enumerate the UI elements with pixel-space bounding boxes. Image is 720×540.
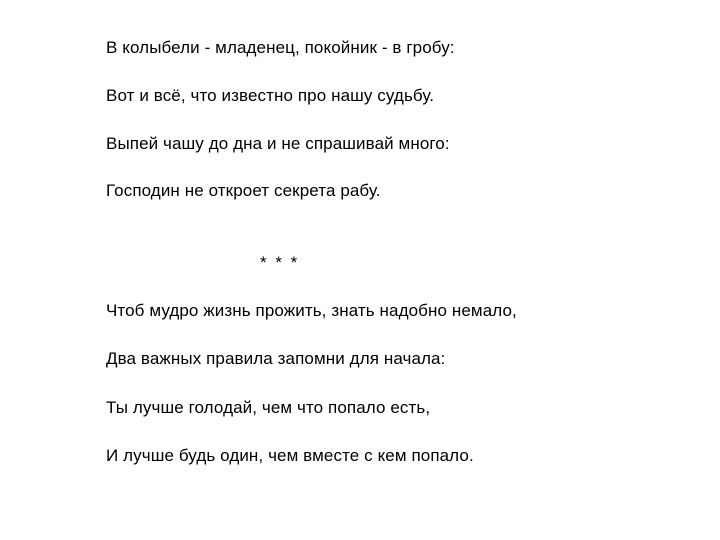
poem-line: Ты лучше голодай, чем что попало есть,	[106, 398, 431, 417]
poem-line: Господин не откроет секрета рабу.	[106, 181, 381, 200]
stanza-separator: * * *	[260, 253, 298, 272]
poem-line: Два важных правила запомни для начала:	[106, 349, 446, 368]
poem-line: Вот и всё, что известно про нашу судьбу.	[106, 86, 435, 105]
poem-line: Выпей чашу до дна и не спрашивай много:	[106, 134, 450, 153]
poem-line: В колыбели - младенец, покойник - в гробу:	[106, 38, 455, 57]
poem-line: И лучше будь один, чем вместе с кем попало.	[106, 446, 474, 465]
poem-line: Чтоб мудро жизнь прожить, знать надобно немало,	[106, 301, 517, 320]
